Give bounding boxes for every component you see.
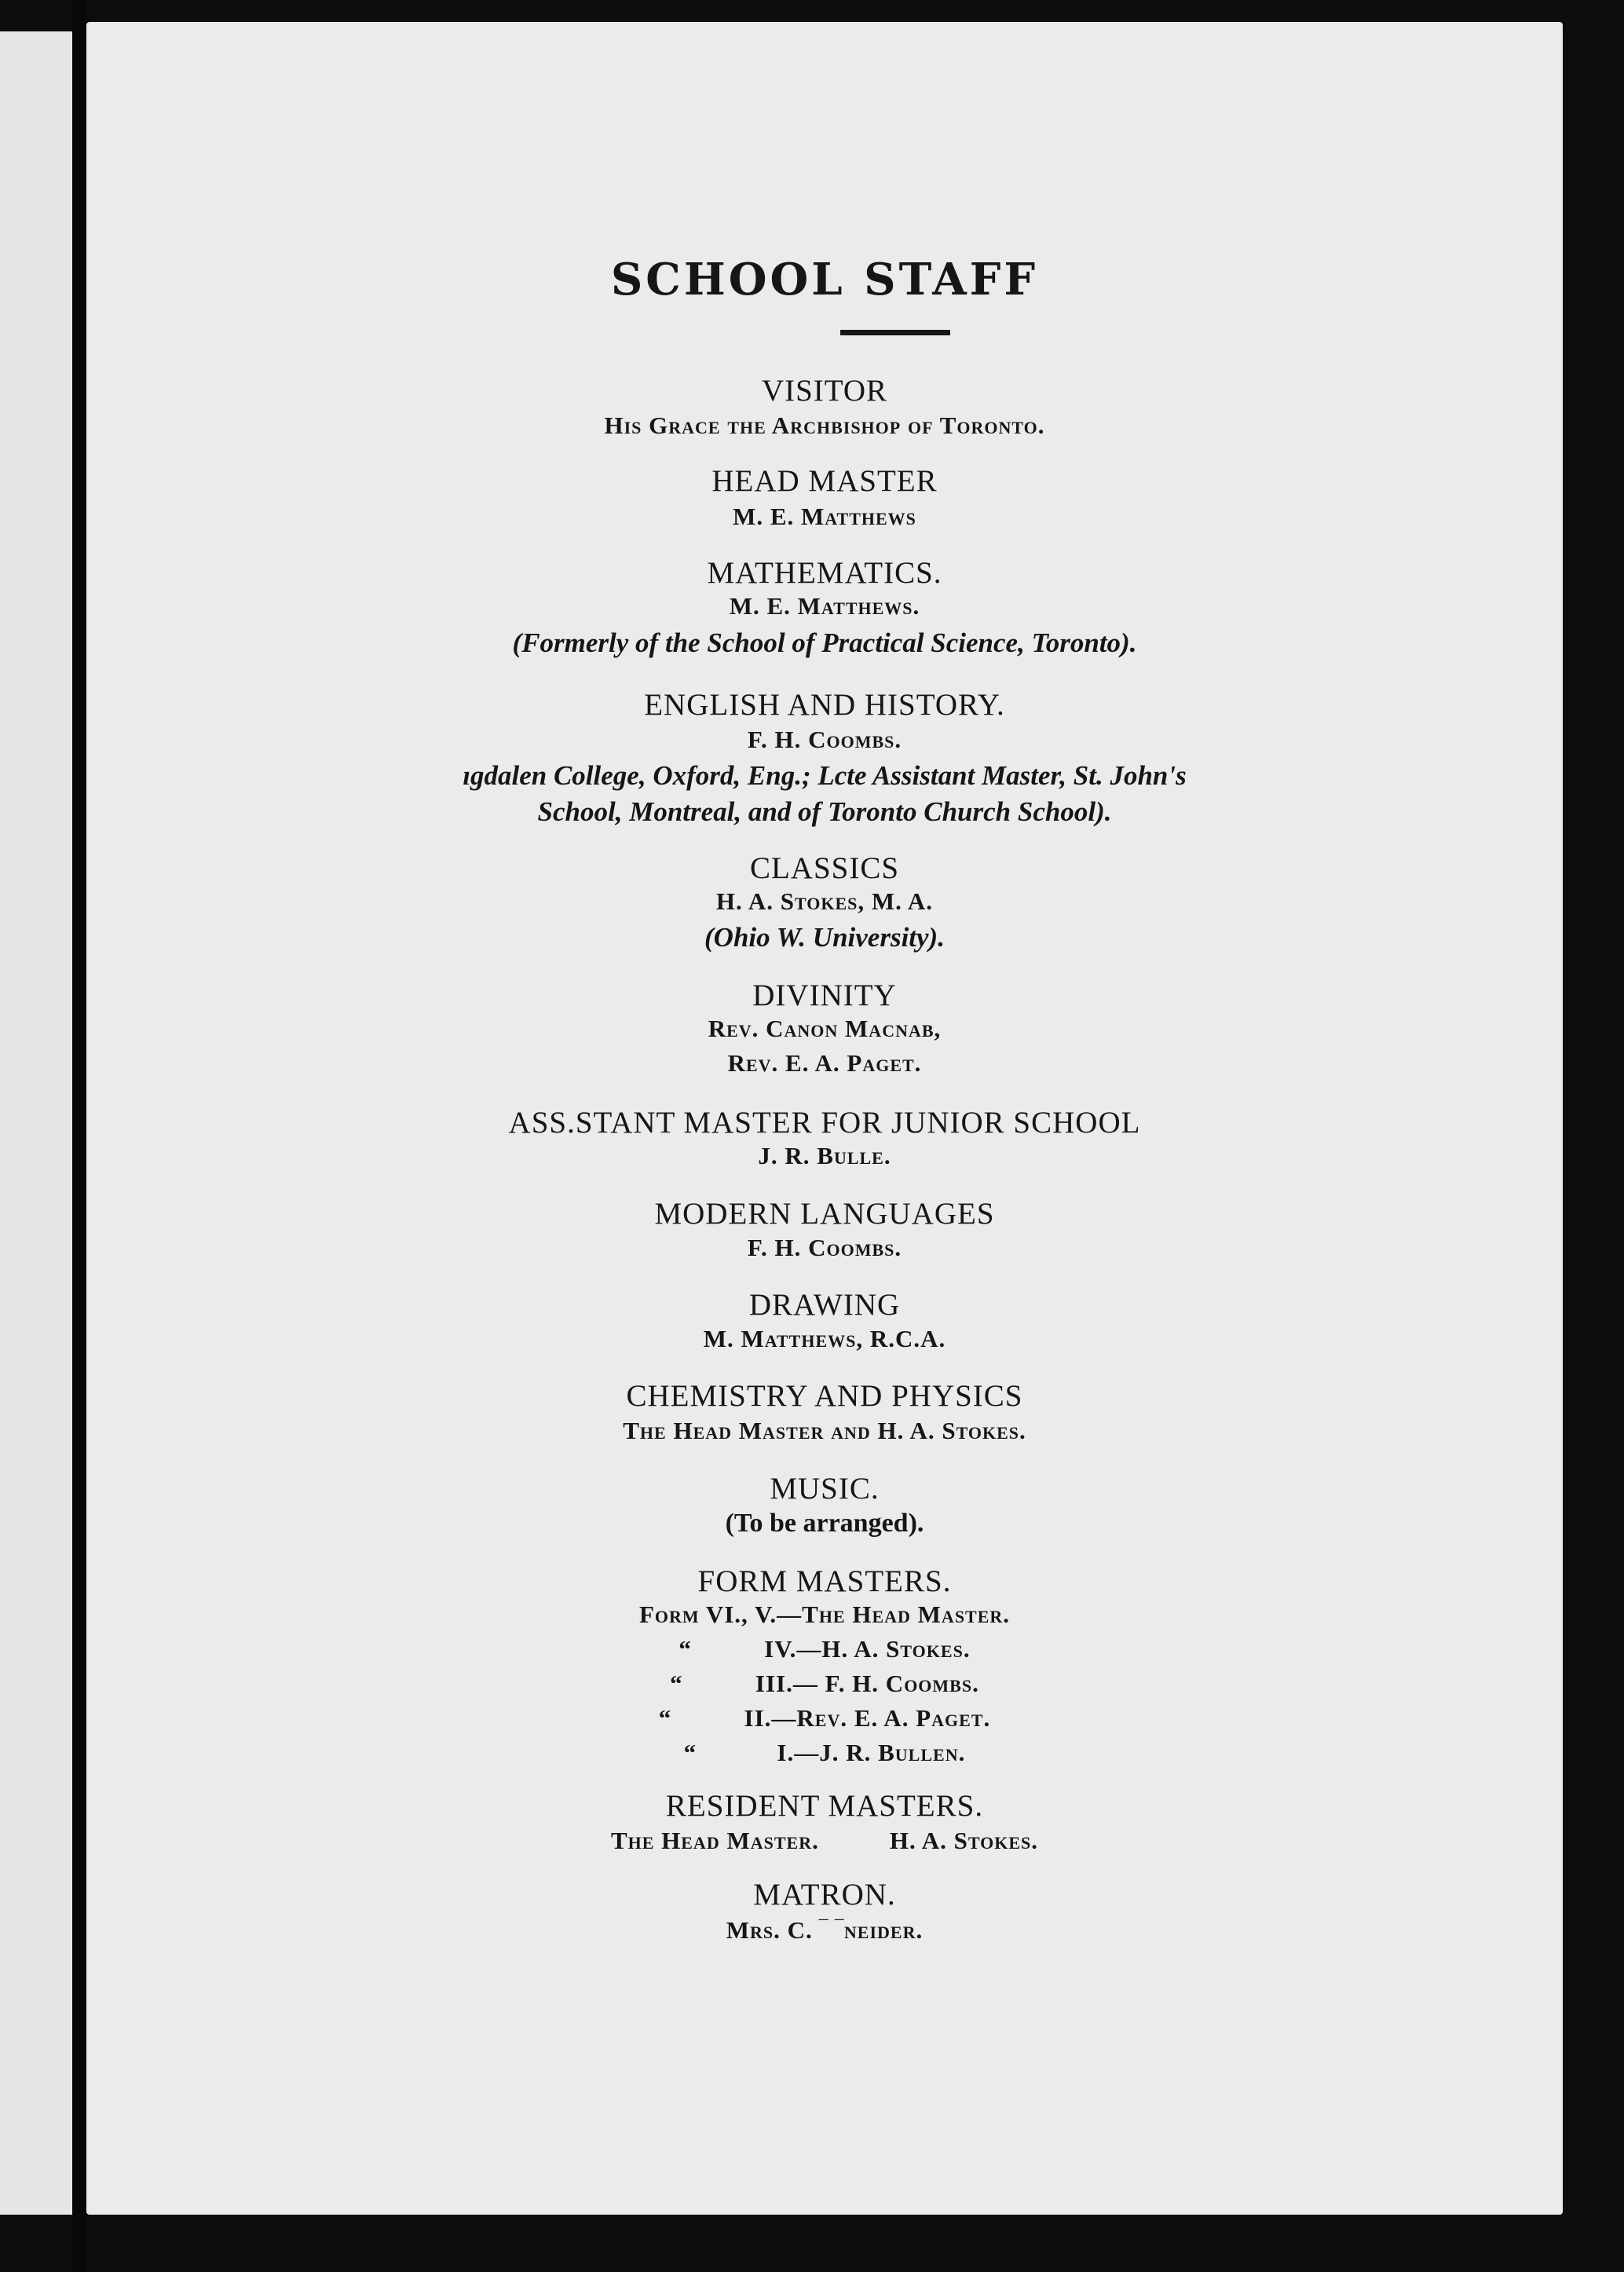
english-history-name: F. H. Coombs. bbox=[747, 726, 902, 753]
chemistry-physics-heading: CHEMISTRY AND PHYSICS bbox=[626, 1379, 1023, 1413]
english-history-heading: ENGLISH AND HISTORY. bbox=[644, 688, 1005, 722]
modern-languages-name: F. H. Coombs. bbox=[747, 1234, 902, 1261]
english-history-note-line-2: School, Montreal, and of Toronto Church School). bbox=[537, 796, 1112, 827]
music-note: (To be arranged). bbox=[725, 1509, 924, 1538]
classics-note: (Ohio W. University). bbox=[704, 922, 945, 953]
junior-school-heading: ASS.STANT MASTER FOR JUNIOR SCHOOL bbox=[508, 1106, 1141, 1140]
drawing-name: M. Matthews, R.C.A. bbox=[703, 1325, 946, 1352]
ditto-mark: “ bbox=[678, 1635, 692, 1663]
divinity-name-1: Rev. Canon Macnab, bbox=[708, 1015, 942, 1042]
resident-masters-heading: RESIDENT MASTERS. bbox=[665, 1789, 984, 1823]
mathematics-note: (Formerly of the School of Practical Science, Toronto). bbox=[512, 627, 1137, 658]
ditto-mark: “ bbox=[670, 1670, 683, 1697]
mathematics-name: M. E. Matthews. bbox=[729, 592, 920, 620]
form-master-row bbox=[86, 1740, 1563, 1765]
resident-master-1: The Head Master. bbox=[610, 1827, 819, 1854]
mathematics-heading: MATHEMATICS. bbox=[707, 556, 942, 590]
modern-languages-heading: MODERN LANGUAGES bbox=[654, 1197, 995, 1231]
drawing-heading: DRAWING bbox=[748, 1288, 901, 1322]
form-master-row bbox=[86, 1602, 1563, 1626]
classics-heading: CLASSICS bbox=[749, 851, 900, 885]
divinity-heading: DIVINITY bbox=[752, 979, 897, 1012]
chemistry-physics-name: The Head Master and H. A. Stokes. bbox=[623, 1417, 1026, 1444]
resident-masters-names bbox=[86, 1828, 1563, 1853]
form-master-row bbox=[86, 1706, 1563, 1730]
form-master-entry: VI., V.—The Head Master. bbox=[705, 1601, 1011, 1628]
english-history-note-line-1: ıgdalen College, Oxford, Eng.; Lcte Assistant Master, St. John's bbox=[463, 760, 1187, 791]
page-title: SCHOOL STAFF bbox=[610, 254, 1039, 305]
title-rule bbox=[840, 330, 950, 335]
head-master-heading: HEAD MASTER bbox=[711, 464, 938, 498]
form-label: Form bbox=[638, 1601, 700, 1628]
book-gutter bbox=[72, 0, 86, 2272]
ditto-mark: “ bbox=[658, 1704, 672, 1732]
matron-heading: MATRON. bbox=[753, 1878, 896, 1912]
ditto-mark: “ bbox=[683, 1739, 697, 1766]
document-page bbox=[86, 22, 1563, 2215]
form-master-entry: II.—Rev. E. A. Paget. bbox=[744, 1704, 991, 1732]
classics-name: H. A. Stokes, M. A. bbox=[715, 887, 934, 915]
form-master-row bbox=[86, 1671, 1563, 1696]
head-master-name: M. E. Matthews bbox=[733, 503, 916, 530]
matron-name: Mrs. C. ‾ ‾neider. bbox=[726, 1916, 924, 1944]
visitor-heading: VISITOR bbox=[761, 374, 888, 408]
form-master-entry: IV.—H. A. Stokes. bbox=[764, 1635, 971, 1663]
form-master-entry: III.— F. H. Coombs. bbox=[755, 1670, 979, 1697]
form-master-row bbox=[86, 1637, 1563, 1661]
facing-page-edge bbox=[0, 31, 72, 2215]
visitor-name: His Grace the Archbishop of Toronto. bbox=[604, 412, 1045, 439]
resident-master-2: H. A. Stokes. bbox=[889, 1827, 1039, 1854]
form-masters-heading: FORM MASTERS. bbox=[697, 1564, 952, 1598]
music-heading: MUSIC. bbox=[770, 1472, 880, 1506]
form-master-entry: I.—J. R. Bullen. bbox=[777, 1739, 966, 1766]
junior-school-name: J. R. Bulle. bbox=[758, 1142, 891, 1169]
divinity-name-2: Rev. E. A. Paget. bbox=[727, 1049, 922, 1077]
